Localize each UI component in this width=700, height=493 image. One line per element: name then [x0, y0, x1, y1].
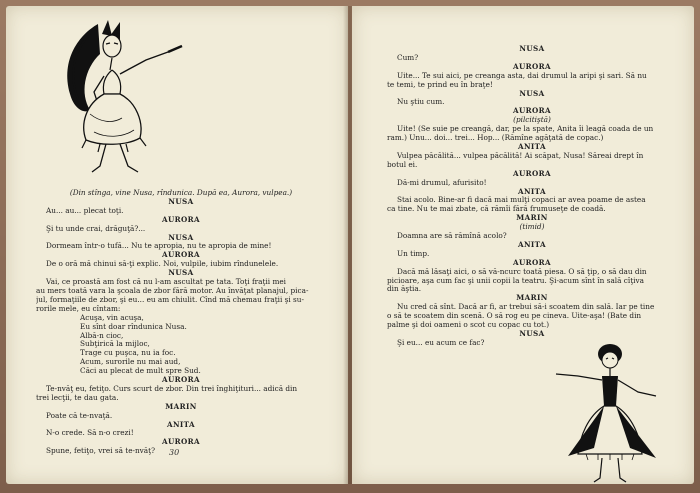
dialogue-line: rorile mele, eu cîntam:	[36, 304, 121, 313]
dialogue-line: Vulpea păcălită... vulpea păcălită! Ai scăpat, Nusa! Săreai drept în	[397, 151, 644, 160]
speaker-name: AURORA	[512, 107, 552, 116]
dialogue-line: Spune, fetiţo, vrei să te-nvăţ?	[46, 447, 156, 456]
dialogue-line: Cum?	[397, 53, 419, 62]
dialogue-line: trei lecţii, te dau gata.	[36, 393, 119, 402]
verse-line: Acum, surorile nu mai aud,	[80, 358, 181, 367]
dialogue-line: jul, formaţiile de zbor, şi eu... eu am chiulit. Cînd mă chemau fraţii şi su-	[36, 295, 304, 304]
left-page	[6, 6, 348, 484]
dialogue-line: Vai, ce proastă am fost că nu l-am ascultat pe tata. Toţi fraţii mei	[46, 278, 287, 287]
speaker-name: AURORA	[161, 215, 201, 224]
speaker-name: NUSA	[168, 197, 194, 206]
dialogue-line: o să te scoatem din scenă. O să rog eu pe cineva. Uite-aşa! (Bate din	[387, 312, 642, 321]
dialogue-line: Şi eu... eu acum ce fac?	[397, 338, 485, 347]
speaker-name: NUSA	[519, 330, 545, 338]
left-dialogue	[36, 198, 326, 456]
speaker-name: NUSA	[519, 89, 545, 98]
dialogue-line: Doamna are să rămînă acolo?	[397, 232, 507, 241]
swallow-girl-illustration	[538, 336, 688, 484]
speaker-name: AURORA	[512, 258, 552, 267]
dialogue-line: palme şi doi oameni o scot cu copac cu tot.)	[387, 321, 550, 330]
left-page-text	[36, 189, 326, 456]
fox-illustration	[50, 14, 200, 184]
dialogue-line: Nu ştiu cum.	[397, 98, 445, 107]
dialogue-line: Poate că te-nvaţă.	[46, 411, 113, 420]
dialogue-line: Nu cred că sînt. Dacă ar fi, ar trebui să-i scoatem din sală. Iar pe tine	[397, 303, 655, 312]
dialogue-line: ram.) Unu... doi... trei... Hop... (Rămîne agăţată de copac.)	[387, 134, 604, 143]
speaker-name: MARIN	[516, 294, 548, 303]
dialogue-line: te temi, te prind eu în braţe!	[387, 80, 493, 89]
speaker-name: MARIN	[516, 214, 548, 223]
stage-direction: (pilcitiştă)	[513, 116, 551, 125]
stage-direction: (timid)	[519, 223, 545, 232]
right-dialogue	[387, 45, 677, 348]
dialogue-line: Te-nvăţ eu, fetiţo. Curs scurt de zbor. Din trei înghiţituri... adică din	[46, 384, 298, 393]
right-page-text	[387, 45, 677, 348]
dialogue-line: botul ei.	[387, 160, 418, 169]
dialogue-line: au mers toată vara la şcoala de zbor fără motor. Au învăţat planajul, pica-	[36, 286, 309, 295]
dialogue-line: Un timp.	[397, 249, 430, 258]
speaker-name: AURORA	[161, 438, 201, 447]
speaker-name: NUSA	[519, 45, 545, 53]
dialogue-line: picioare, aşa cum fac şi unii copii la teatru. Şi-acum sînt în sală cîţiva	[387, 276, 644, 285]
speaker-name: ANITA	[517, 142, 547, 151]
dialogue-line: N-o crede. Să n-o crezi!	[46, 429, 134, 438]
speaker-name: ANITA	[517, 240, 547, 249]
dialogue-line: De o oră mă chinui să-ţi explic. Noi, vulpile, iubim rîndunelele.	[46, 260, 279, 269]
dialogue-line: Stai acolo. Bine-ar fi dacă mai mulţi copaci ar avea poame de astea	[397, 196, 646, 205]
speaker-name: AURORA	[512, 62, 552, 71]
speaker-name: ANITA	[166, 420, 196, 429]
dialogue-line: Dormeam într-o tufă... Nu te apropia, nu te apropia de mine!	[46, 242, 272, 251]
speaker-name: AURORA	[161, 251, 201, 260]
page-number: 30	[169, 448, 180, 457]
verse-line: Acuşa, vin acuşa,	[80, 313, 144, 322]
speaker-name: NUSA	[168, 269, 194, 278]
verse-line: Eu sînt doar rîndunica Nusa.	[80, 322, 187, 331]
verse-line: Subţirică la mijloc,	[80, 340, 150, 349]
speaker-name: AURORA	[161, 376, 201, 385]
speaker-name: NUSA	[168, 233, 194, 242]
speaker-name: ANITA	[517, 187, 547, 196]
verse-line: Trage cu puşca, nu ia foc.	[80, 349, 176, 358]
dialogue-line: din ăştia.	[387, 285, 422, 294]
stage-direction-caption: (Din stînga, vine Nusa, rîndunica. După ea, Aurora, vulpea.)	[69, 189, 293, 197]
speaker-name: MARIN	[165, 402, 197, 411]
dialogue-line: Uite! (Se suie pe creangă, dar, pe la spate, Anita îi leagă coada de un	[397, 125, 654, 134]
dialogue-line: Dacă mă lăsaţi aici, o să vă-ncurc toată piesa. O să ţip, o să dau din	[397, 267, 647, 276]
dialogue-line: Şi tu unde crai, drăguţă?...	[46, 224, 146, 233]
dialogue-line: Au... au... plecat toţi.	[46, 206, 124, 215]
dialogue-line: Dă-mi drumul, afurisito!	[397, 178, 487, 187]
dialogue-line: ca tine. Nu te mai zbate, că rămîi fără frumuseţe de coadă.	[387, 205, 606, 214]
verse-line: Căci au plecat de mult spre Sud.	[80, 367, 201, 376]
dialogue-line: Uite... Te sui aici, pe creanga asta, dai drumul la aripi şi sari. Să nu	[397, 71, 647, 80]
speaker-name: AURORA	[512, 169, 552, 178]
right-page	[352, 6, 694, 484]
verse-line: Albă-n cioc,	[80, 331, 124, 340]
